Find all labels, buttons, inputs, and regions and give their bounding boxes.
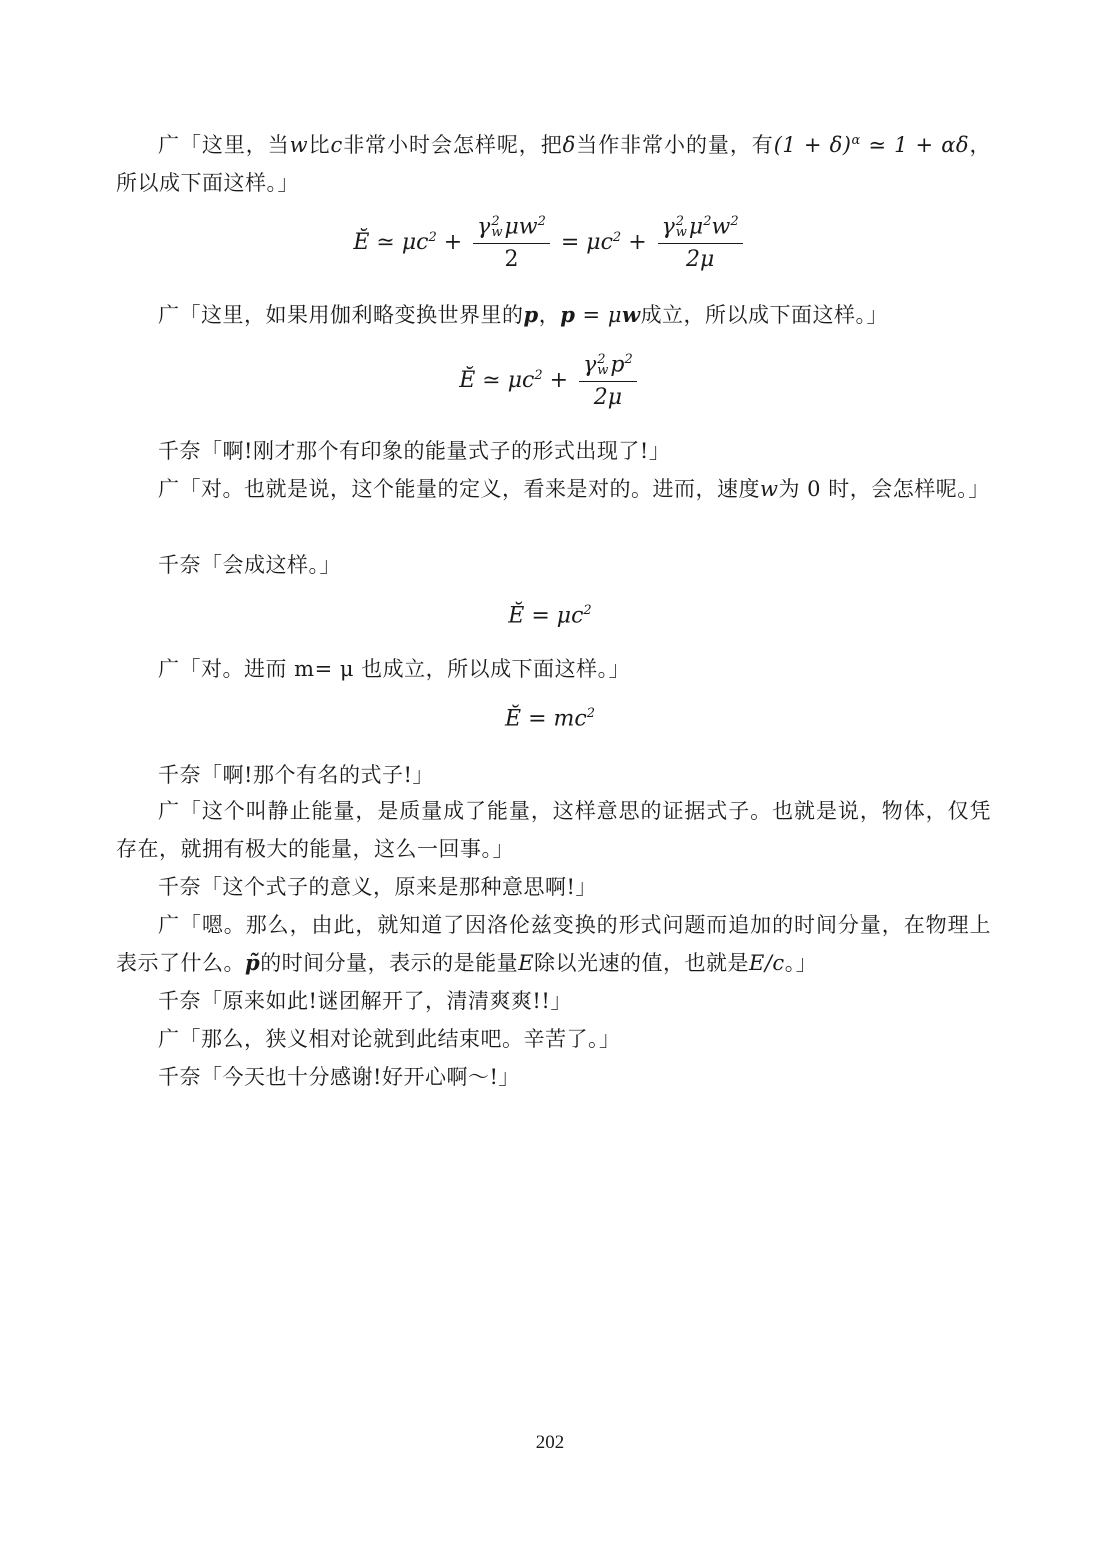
- paragraph-3: 千奈「啊!刚才那个有印象的能量式子的形式出现了!」: [158, 439, 671, 463]
- math-expression: E/c: [749, 951, 785, 975]
- paragraph-8: 广「这个叫静止能量，是质量成了能量，这样意思的证据式子。也就是说，物体，仅凭存在，就拥有极大的能量，这么一回事。」: [116, 799, 991, 861]
- text-run: 比: [308, 133, 331, 157]
- operator: +: [621, 230, 654, 256]
- operator: +: [436, 230, 470, 256]
- math-variable: δ: [562, 133, 576, 157]
- equation-text: Ĕ = mc: [505, 706, 587, 732]
- math-variable: w: [760, 477, 779, 501]
- paragraph-9: 千奈「这个式子的意义，原来是那种意思啊!」: [158, 875, 597, 899]
- superscript: 2: [597, 351, 606, 367]
- equation-middle: = μc: [553, 230, 613, 256]
- equation-text: Ĕ = μc: [508, 603, 584, 629]
- gamma-symbol: γ: [583, 352, 597, 378]
- exponent: 2: [703, 214, 712, 229]
- paragraph-5: 千奈「会成这样。」: [158, 553, 341, 577]
- numerator-term: p: [610, 352, 625, 378]
- paragraph-6: 广「对。进而 m= μ 也成立，所以成下面这样。」: [158, 657, 631, 681]
- exponent: 2: [534, 367, 543, 383]
- paragraph-11: 千奈「原来如此!谜团解开了，清清爽爽!!」: [158, 989, 572, 1013]
- numerator-term: w: [711, 214, 731, 240]
- equation-2: [0, 352, 1100, 410]
- paragraph-1: [116, 122, 991, 202]
- exponent: 2: [583, 603, 592, 618]
- sub-superscript: [491, 213, 503, 241]
- math-bold-variable: w: [621, 302, 641, 327]
- text-run: 广「对。也就是说，这个能量的定义，看来是对的。进而，速度: [158, 477, 760, 501]
- math-expression: = μ: [575, 303, 622, 327]
- exponent: 2: [730, 214, 739, 229]
- numerator: [473, 214, 550, 244]
- text-run: 成立，所以成下面这样。」: [640, 303, 889, 327]
- numerator-term: μ: [688, 214, 704, 240]
- exponent: 2: [586, 706, 595, 721]
- text-run: 当作非常小的量，有: [575, 133, 774, 157]
- operator: +: [542, 368, 576, 394]
- equation-lhs: Ĕ ≃ μc: [353, 230, 429, 256]
- denominator: 2: [504, 247, 519, 273]
- denominator: 2μ: [685, 247, 715, 273]
- superscript: 2: [491, 213, 500, 229]
- equation-3: [0, 603, 1100, 628]
- text-run: 的时间分量，表示的是能量: [260, 951, 519, 975]
- equation-lhs: Ĕ ≃ μc: [459, 368, 535, 394]
- math-bold-variable: p: [523, 302, 539, 327]
- equation-1: [0, 214, 1100, 272]
- formula-exponent: α: [851, 133, 861, 148]
- text-run: 广「这里，当: [158, 133, 290, 157]
- fraction: [579, 352, 637, 410]
- superscript: 2: [675, 213, 685, 229]
- text-run: 广「嗯。那么，由此，就知道了因洛伦兹变换的形式问题而追加的时间分量，在物理上表示了什么。: [116, 913, 991, 975]
- formula-rest: ≃ 1 + αδ: [860, 133, 970, 157]
- gamma-symbol: γ: [477, 214, 491, 240]
- text-run: 为 0 时，会怎样呢。」: [778, 477, 990, 501]
- exponent: 2: [428, 229, 437, 245]
- paragraph-4: [116, 470, 991, 508]
- text-run: ，所以成下面这样。」: [116, 133, 992, 195]
- denominator: 2μ: [593, 385, 623, 411]
- text-run: 广「这里，如果用伽利略变换世界里的: [158, 303, 524, 327]
- math-bold-variable: p: [560, 302, 576, 327]
- paragraph-12: 广「那么，狭义相对论就到此结束吧。辛苦了。」: [158, 1027, 621, 1051]
- fraction: [658, 214, 743, 272]
- numerator-term: μw: [504, 214, 538, 240]
- text-run: 除以光速的值，也就是: [534, 951, 750, 975]
- math-variable: E: [518, 951, 535, 975]
- paragraph-2: [116, 296, 991, 334]
- paragraph-13: 千奈「今天也十分感谢!好开心啊～!」: [158, 1065, 520, 1089]
- gamma-symbol: γ: [661, 214, 675, 240]
- text-run: ，: [538, 303, 561, 327]
- math-variable: w: [289, 133, 309, 157]
- subscript: w: [675, 225, 687, 241]
- subscript: w: [597, 363, 609, 379]
- fraction: [473, 214, 550, 272]
- numerator: [579, 352, 637, 382]
- page-number: 202: [535, 1432, 565, 1453]
- subscript: w: [491, 225, 503, 241]
- paragraph-10: [116, 906, 991, 982]
- math-bold-variable: p̃: [245, 950, 261, 975]
- numerator: [658, 214, 743, 244]
- inline-formula: [774, 133, 969, 157]
- exponent: 2: [537, 214, 546, 229]
- text-run: 。」: [784, 951, 818, 975]
- exponent: 2: [624, 352, 633, 367]
- exponent: 2: [612, 229, 622, 245]
- text-run: 非常小时会怎样呢，把: [342, 133, 563, 157]
- math-variable: c: [330, 133, 343, 157]
- equation-4: [0, 706, 1100, 731]
- paragraph-7: 千奈「啊!那个有名的式子!」: [158, 763, 434, 787]
- sub-superscript: [675, 213, 687, 241]
- formula-base: (1 + δ): [773, 133, 852, 157]
- sub-superscript: [597, 351, 609, 379]
